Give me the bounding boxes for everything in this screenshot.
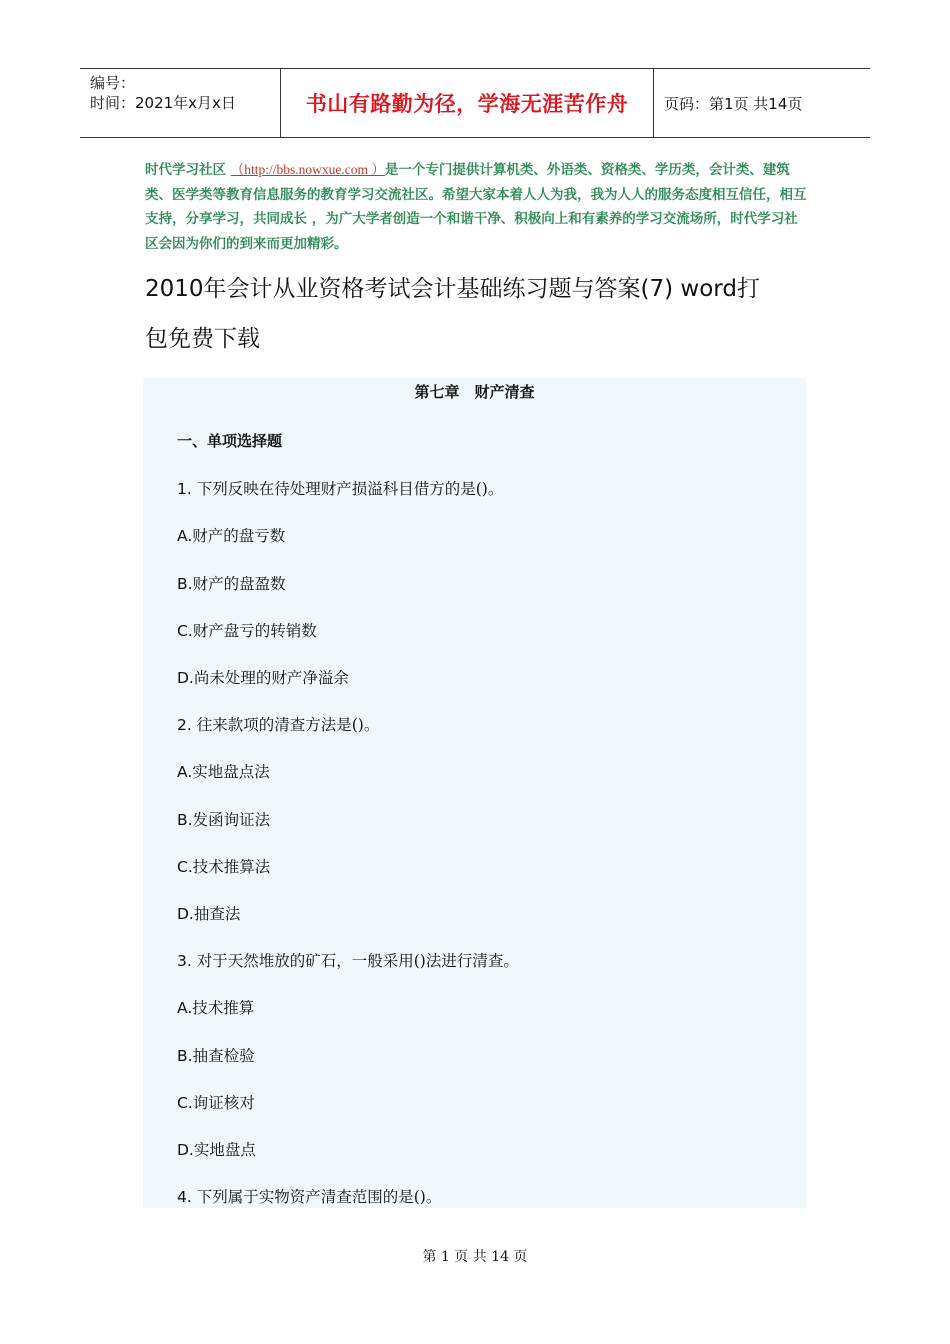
- option-letter: C.: [177, 621, 193, 640]
- option-text: 财产盘亏的转销数: [192, 621, 317, 640]
- option-text: 财产的盘亏数: [192, 527, 286, 546]
- question-4: [177, 1185, 441, 1207]
- option-text: 实地盘点法: [192, 763, 270, 782]
- site-name: 时代学习社区: [145, 162, 226, 178]
- option-a: [177, 996, 254, 1018]
- option-letter: C.: [177, 857, 193, 876]
- option-letter: B.: [177, 1046, 193, 1065]
- option-letter: A.: [177, 527, 193, 546]
- title-line-1: 2010年会计从业资格考试会计基础练习题与答案(7) word打: [145, 276, 760, 302]
- option-a: [177, 760, 270, 782]
- option-letter: D.: [177, 905, 194, 923]
- header-table: [80, 68, 870, 138]
- question-text: 往来款项的清查方法是()。: [191, 716, 380, 735]
- option-text: 技术推算法: [192, 857, 271, 876]
- document-title: [145, 264, 815, 364]
- option-b: [177, 1044, 255, 1066]
- question-1: [177, 477, 503, 499]
- option-text: 财产的盘盈数: [192, 574, 286, 593]
- option-text: 技术推算: [192, 999, 255, 1018]
- question-number: 2.: [177, 716, 192, 735]
- option-letter: D.: [177, 669, 194, 687]
- number-label: 编号：: [90, 74, 136, 92]
- option-c: [177, 619, 317, 641]
- question-text: 下列反映在待处理财产损溢科目借方的是()。: [191, 480, 504, 499]
- chapter-heading: 第七章 财产清查: [414, 383, 535, 401]
- header-page-info: 页码：第1页 共14页: [664, 94, 803, 113]
- option-c: [177, 1091, 255, 1113]
- option-text: 尚未处理的财产净溢余: [193, 669, 349, 687]
- question-2: [177, 713, 379, 735]
- option-letter: A.: [177, 763, 193, 782]
- section-heading: 一、单项选择题: [177, 432, 283, 450]
- option-letter: B.: [177, 574, 193, 593]
- option-d: [177, 902, 240, 924]
- site-link[interactable]: （http://bbs.nowxue.com ）: [230, 162, 385, 177]
- option-text: 询证核对: [192, 1093, 255, 1112]
- option-text: 抽查法: [193, 905, 241, 923]
- question-text: 下列属于实物资产清查范围的是()。: [191, 1188, 442, 1207]
- page-footer: 第 1 页 共 14 页: [422, 1249, 528, 1265]
- option-a: [177, 524, 285, 546]
- question-3: [177, 949, 519, 971]
- option-text: 实地盘点: [193, 1141, 256, 1159]
- option-text: 发函询证法: [192, 810, 271, 829]
- intro-paragraph: [145, 158, 810, 256]
- option-d: [177, 1138, 256, 1160]
- content-box: [143, 378, 806, 1208]
- header-meta: [80, 69, 281, 137]
- question-text: 对于天然堆放的矿石，一般采用()法进行清查。: [191, 952, 519, 971]
- question-number: 1.: [177, 480, 192, 499]
- option-c: [177, 855, 270, 877]
- option-b: [177, 572, 286, 594]
- option-text: 抽查检验: [192, 1046, 255, 1065]
- intro-description: 是一个专门提供计算机类、外语类、资格类、学历类，会计类、建筑类、医学类等教育信息服务的教育学习交流社区。希望大家本着人人为我，我为人人的服务态度相互信任，相互支持，分享学习，共同成长 ，为广大学者创造一个和谐干净、积极向上和有素养的学习交流场所，时代学习社区会因为你们的到来而更加精彩。: [145, 162, 807, 252]
- option-d: [177, 666, 349, 688]
- option-b: [177, 808, 270, 830]
- question-number: 3.: [177, 952, 192, 971]
- option-letter: B.: [177, 810, 193, 829]
- option-letter: D.: [177, 1141, 194, 1159]
- time-label: 时间：2021年x月x日: [90, 94, 236, 112]
- question-number: 4.: [177, 1188, 192, 1207]
- option-letter: A.: [177, 999, 193, 1018]
- header-motto: 书山有路勤为径，学海无涯苦作舟: [281, 69, 654, 137]
- option-letter: C.: [177, 1093, 193, 1112]
- title-line-2: 包免费下载: [145, 326, 260, 352]
